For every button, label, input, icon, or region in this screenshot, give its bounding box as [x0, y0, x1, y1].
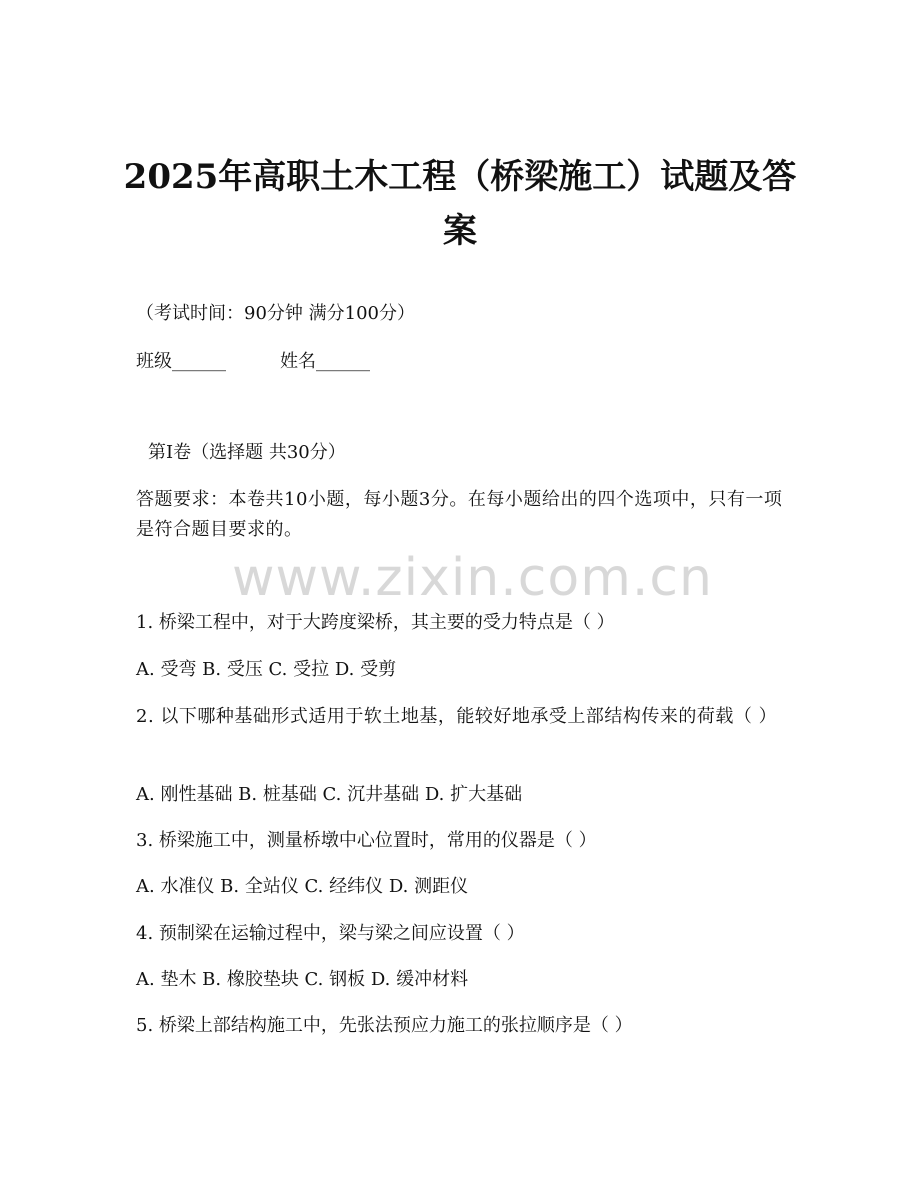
section-title: 第I卷（选择题 共30分）	[148, 442, 346, 463]
question-options: A. 水准仪 B. 全站仪 C. 经纬仪 D. 测距仪	[136, 876, 469, 897]
question-options: A. 垫木 B. 橡胶垫块 C. 钢板 D. 缓冲材料	[136, 969, 469, 990]
watermark: www.zixin.com.cn	[232, 548, 713, 608]
instructions: 答题要求：本卷共10小题，每小题3分。在每小题给出的四个选项中，只有一项是符合题目要求的。	[136, 489, 783, 540]
document-title: 2025年高职土木工程（桥梁施工）试题及答案	[123, 157, 797, 251]
question-stem: 3. 桥梁施工中，测量桥墩中心位置时，常用的仪器是（ ）	[136, 830, 597, 851]
question-stem: 1. 桥梁工程中，对于大跨度梁桥，其主要的受力特点是（ ）	[136, 612, 615, 633]
exam-info: （考试时间：90分钟 满分100分）	[136, 303, 415, 324]
question-stem: 2. 以下哪种基础形式适用于软土地基，能较好地承受上部结构传来的荷载（ ）	[136, 706, 778, 727]
student-info-row	[136, 349, 370, 375]
question-options: A. 受弯 B. 受压 C. 受拉 D. 受剪	[136, 659, 397, 680]
class-label: 班级______	[136, 351, 226, 372]
question-stem: 5. 桥梁上部结构施工中，先张法预应力施工的张拉顺序是（ ）	[136, 1015, 633, 1036]
question-options: A. 刚性基础 B. 桩基础 C. 沉井基础 D. 扩大基础	[136, 784, 523, 805]
question-stem: 4. 预制梁在运输过程中，梁与梁之间应设置（ ）	[136, 923, 525, 944]
name-label: 姓名______	[280, 351, 370, 372]
